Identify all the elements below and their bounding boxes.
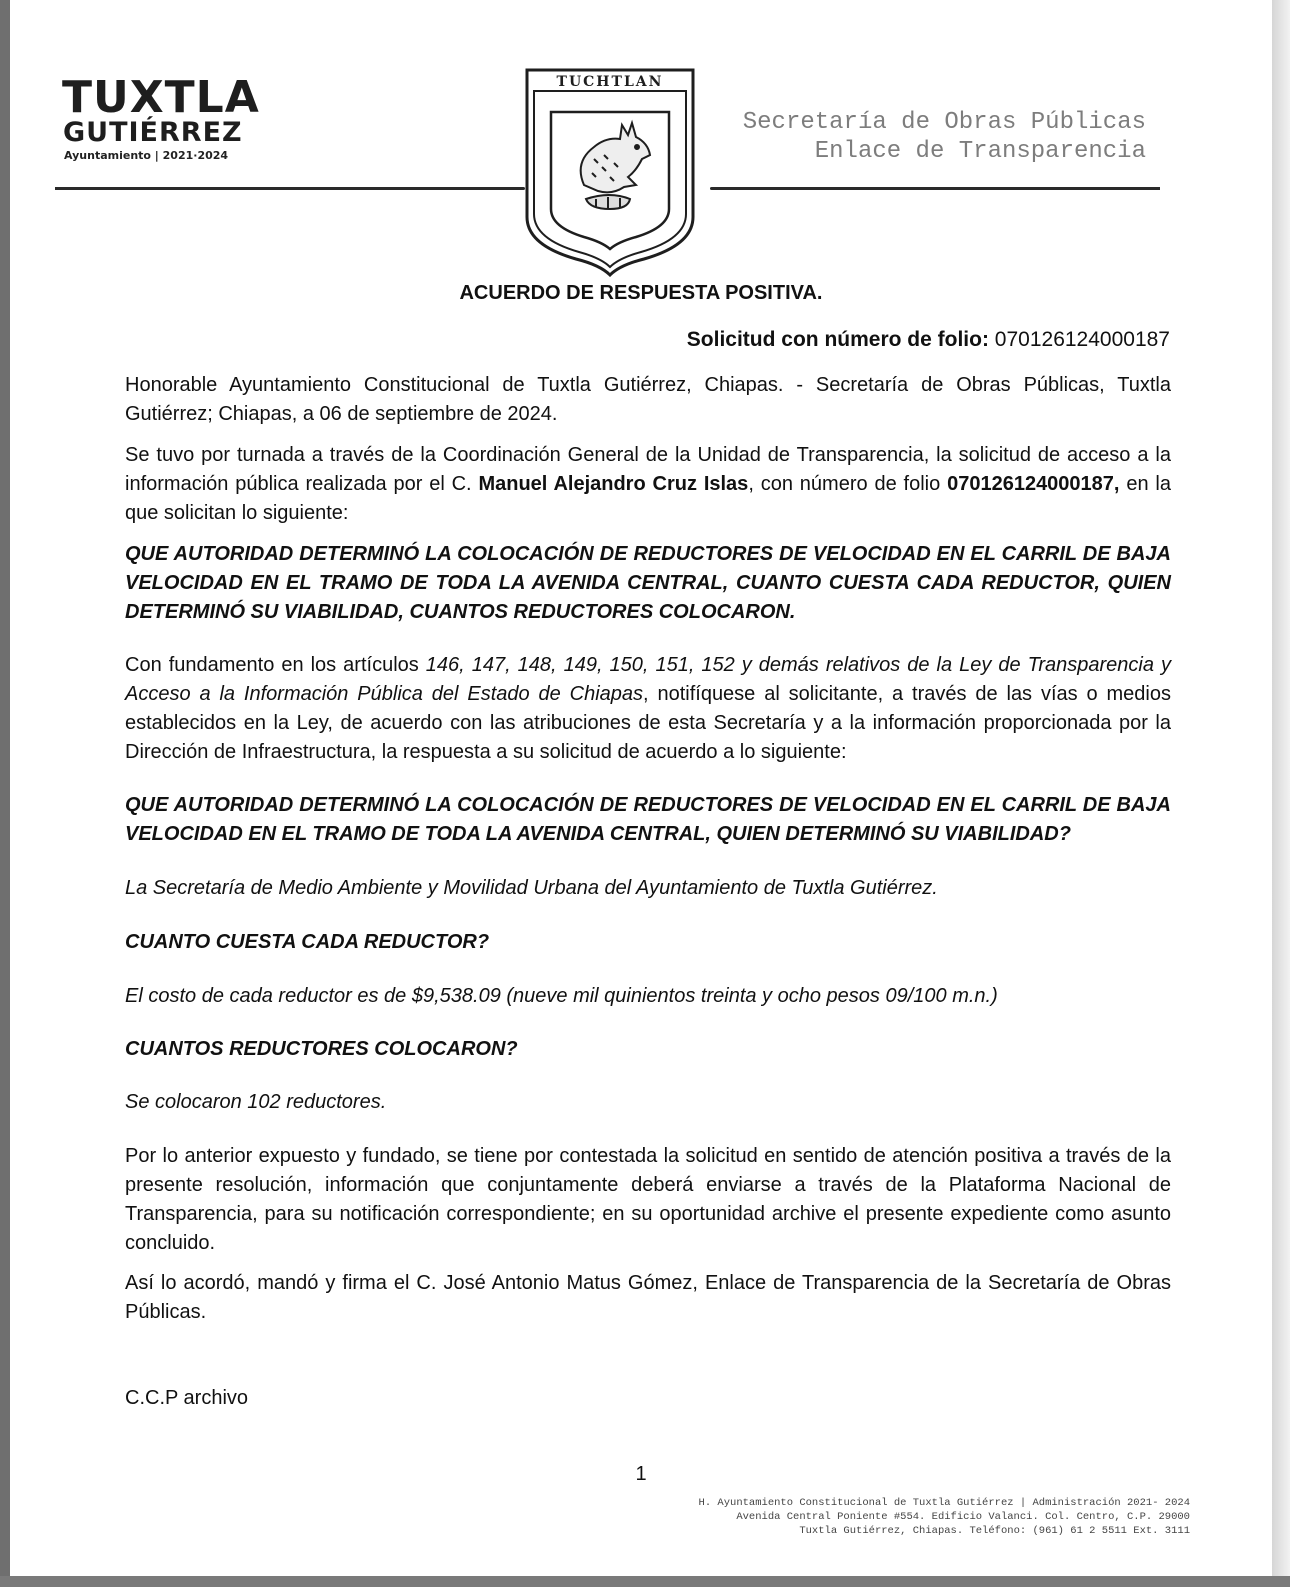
request-intro-paragraph <box>125 441 1171 528</box>
footer-line-3: Tuxtla Gutiérrez, Chiapas. Teléfono: (961) 61 2 5511 Ext. 3111 <box>799 1525 1190 1537</box>
department-unit: Enlace de Transparencia <box>814 138 1146 165</box>
folio-number: 070126124000187 <box>994 328 1170 351</box>
answer-3: Se colocaron 102 reductores. <box>125 1091 387 1113</box>
logo-foot-text: Ayuntamiento | 2021·2024 <box>64 149 229 162</box>
place-date-paragraph: Honorable Ayuntamiento Constitucional de Tuxtla Gutiérrez, Chiapas. - Secretaría de Obras Públicas, Tuxtla Gutiérrez; Chiapas, a 06 de septiembre de 2024. <box>125 374 1171 425</box>
department-heading <box>743 108 1146 166</box>
page-edge-right <box>1272 0 1290 1587</box>
law-reference: 146, 147, 148, 149, 150, 151, 152 y demás relativos de la Ley de Transparencia y Acceso a la Información Pública del Estado de Chiapas <box>125 654 1172 705</box>
answer-1: La Secretaría de Medio Ambiente y Movilidad Urbana del Ayuntamiento de Tuxtla Gutiérrez. <box>125 877 938 899</box>
signature-paragraph: Así lo acordó, mandó y firma el C. José Antonio Matus Gómez, Enlace de Transparencia de la Secretaría de Obras Públicas. <box>125 1272 1171 1323</box>
page-footer <box>699 1496 1190 1538</box>
page-edge-bottom <box>0 1576 1290 1587</box>
logo-main-text: TUXTLA <box>62 72 260 123</box>
p2-text-c: en la que solicitan lo siguiente: <box>125 473 1171 524</box>
header-rule-right <box>710 187 1160 190</box>
answer-2: El costo de cada reductor es de $9,538.09 (nueve mil quinientos treinta y ocho pesos 09/100 m.n.) <box>125 985 998 1007</box>
page-number: 1 <box>635 1463 647 1485</box>
requester-name: Manuel Alejandro Cruz Islas <box>478 473 749 495</box>
request-folio: 070126124000187, <box>947 473 1120 495</box>
p3-text-b: , notifíquese al solicitante, a través de las vías o medios establecidos en la Ley, de acuerdo con las atribuciones de esta Secretaría y a la información proporcionada por la Dirección de Infraestructura, la respuesta a su solicitud de acuerdo a lo siguiente: <box>125 683 1171 763</box>
folio-label: Solicitud con número de folio: <box>686 328 989 351</box>
header-rule-left <box>55 187 525 190</box>
folio-line <box>687 328 1170 352</box>
department-name: Secretaría de Obras Públicas <box>742 109 1146 136</box>
question-3: CUANTOS REDUCTORES COLOCARON? <box>125 1038 518 1060</box>
p3-text-a: Con fundamento en los artículos <box>125 654 426 676</box>
tuchtlan-seal-icon <box>524 67 696 277</box>
logo-sub-text: GUTIÉRREZ <box>63 117 243 148</box>
document-page <box>10 0 1272 1576</box>
p2-text-a: Se tuvo por turnada a través de la Coordinación General de la Unidad de Transparencia, la solicitud de acceso a la información pública realizada por el C. <box>125 444 1171 495</box>
footer-line-2: Avenida Central Poniente #554. Edificio Valanci. Col. Centro, C.P. 29000 <box>736 1511 1190 1523</box>
footer-line-1: H. Ayuntamiento Constitucional de Tuxtla Gutiérrez | Administración 2021- 2024 <box>698 1497 1190 1509</box>
seal-text: TUCHTLAN <box>556 74 664 90</box>
ccp-line: C.C.P archivo <box>125 1387 249 1409</box>
tuxtla-logo <box>62 72 260 164</box>
document-title: ACUERDO DE RESPUESTA POSITIVA. <box>459 282 823 304</box>
question-1: QUE AUTORIDAD DETERMINÓ LA COLOCACIÓN DE REDUCTORES DE VELOCIDAD EN EL CARRIL DE BAJA VELOCIDAD EN EL TRAMO DE TODA LA AVENIDA CENTRAL, QUIEN DETERMINÓ SU VIABILIDAD? <box>125 794 1171 845</box>
request-text: QUE AUTORIDAD DETERMINÓ LA COLOCACIÓN DE REDUCTORES DE VELOCIDAD EN EL CARRIL DE BAJA VELOCIDAD EN EL TRAMO DE TODA LA AVENIDA CENTRAL, CUANTO CUESTA CADA REDUCTOR, QUIEN DETERMINÓ SU VIABILIDAD, CUANTOS REDUCTORES COLOCARON. <box>125 543 1171 623</box>
legal-basis-paragraph <box>125 651 1171 767</box>
question-2: CUANTO CUESTA CADA REDUCTOR? <box>125 931 490 953</box>
p2-text-b: , con número de folio <box>748 473 948 495</box>
conclusion-paragraph: Por lo anterior expuesto y fundado, se tiene por contestada la solicitud en sentido de atención positiva a través de la presente resolución, información que conjuntamente deberá enviarse a través de la Plataforma Nacional de Transparencia, para su notificación correspondiente; en su oportunidad archive el presente expediente como asunto concluido. <box>125 1145 1171 1254</box>
